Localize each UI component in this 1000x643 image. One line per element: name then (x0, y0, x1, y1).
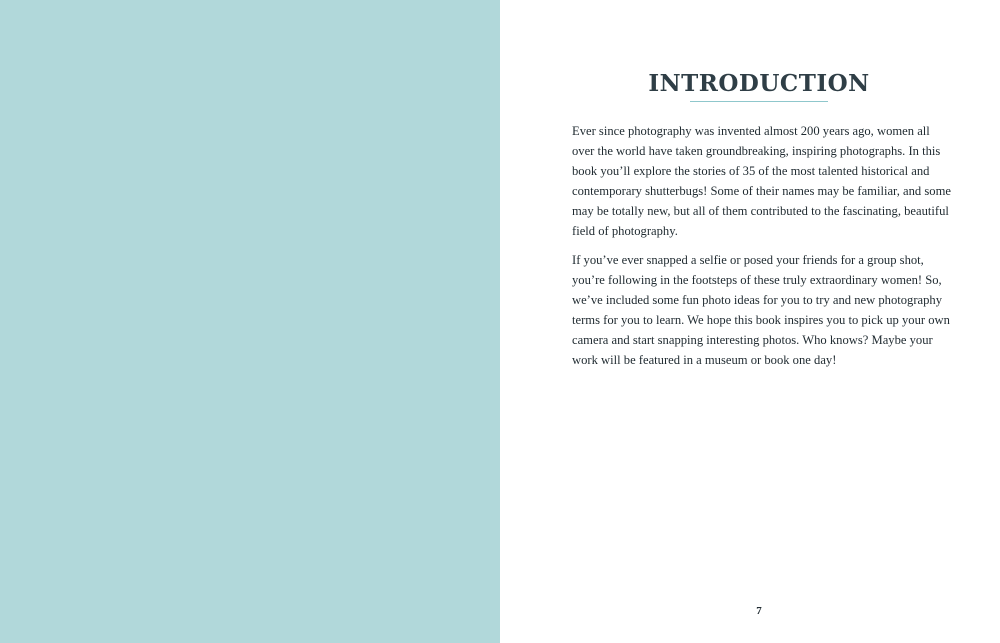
right-page (500, 0, 1000, 643)
paragraph-2: If you’ve ever snapped a selfie or posed your friends for a group shot, you’re following in the footsteps of these truly extraordinary women! So, we’ve included some fun photo ideas for you to try and new photography terms for you to learn. We hope this book inspires you to pick up your own camera and start snapping interesting photos. Who knows? Maybe your work will be featured in a museum or book one day! (572, 253, 950, 367)
title-underline (690, 101, 828, 102)
page-number: 7 (756, 605, 762, 617)
introduction-body (572, 122, 952, 381)
page-title: INTRODUCTION (648, 70, 870, 97)
paragraph-1: Ever since photography was invented almost 200 years ago, women all over the world have taken groundbreaking, inspiring photographs. In this book you’ll explore the stories of 35 of the most talented historical and contemporary shutterbugs! Some of their names may be familiar, and some may be totally new, but all of them contributed to the fascinating, beautiful field of photography. (572, 124, 951, 238)
